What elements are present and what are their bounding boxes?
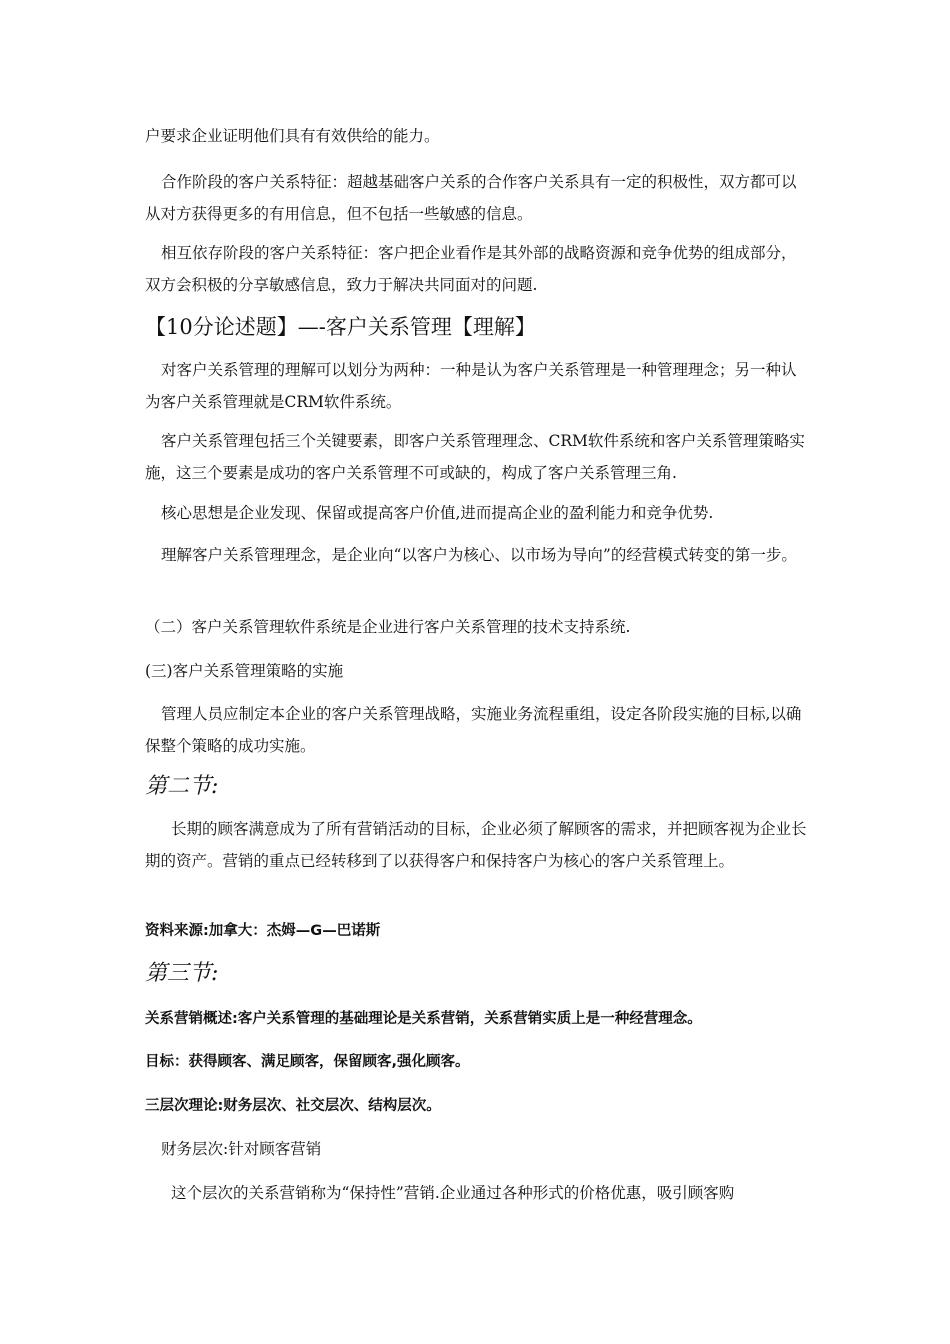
- paragraph: 管理人员应制定本企业的客户关系管理战略，实施业务流程重组，设定各阶段实施的目标,以确保整个策略的成功实施。: [145, 705, 802, 755]
- bold-paragraph: 关系营销概述:客户关系管理的基础理论是关系营销，关系营销实质上是一种经营理念。: [145, 1011, 702, 1027]
- bold-paragraph: 目标：获得顾客、满足顾客，保留顾客,强化顾客。: [145, 1054, 470, 1070]
- paragraph: 合作阶段的客户关系特征：超越基础客户关系的合作客户关系具有一定的积极性，双方都可以从对方获得更多的有用信息，但不包括一些敏感的信息。: [145, 173, 797, 223]
- source-note: 资料来源:加拿大：杰姆—G—巴诺斯: [145, 923, 381, 939]
- section-heading: 第二节:: [145, 774, 219, 799]
- paragraph: 这个层次的关系营销称为“保持性”营销.企业通过各种形式的价格优惠，吸引顾客购: [171, 1184, 735, 1202]
- paragraph: （二）客户关系管理软件系统是企业进行客户关系管理的技术支持系统.: [145, 618, 631, 636]
- paragraph: 财务层次:针对顾客营销: [161, 1140, 322, 1158]
- paragraph: 对客户关系管理的理解可以划分为两种：一种是认为客户关系管理是一种管理理念；另一种认为客户关系管理就是CRM软件系统。: [145, 361, 797, 411]
- heading: 【10分论述题】—-客户关系管理【理解】: [145, 315, 536, 339]
- paragraph: 客户关系管理包括三个关键要素，即客户关系管理理念、CRM软件系统和客户关系管理策略实施，这三个要素是成功的客户关系管理不可或缺的，构成了客户关系管理三角.: [145, 432, 805, 482]
- paragraph: 核心思想是企业发现、保留或提高客户价值,进而提高企业的盈利能力和竞争优势.: [161, 504, 714, 522]
- paragraph: 长期的顾客满意成为了所有营销活动的目标，企业必须了解顾客的需求，并把顾客视为企业长期的资产。营销的重点已经转移到了以获得客户和保持客户为核心的客户关系管理上。: [145, 820, 807, 870]
- paragraph: 相互依存阶段的客户关系特征：客户把企业看作是其外部的战略资源和竞争优势的组成部分，双方会积极的分享敏感信息，致力于解决共同面对的问题.: [145, 244, 797, 294]
- paragraph: 理解客户关系管理理念，是企业向“以客户为核心、以市场为导向”的经营模式转变的第一步。: [161, 546, 797, 564]
- paragraph: 户要求企业证明他们具有有效供给的能力。: [145, 127, 440, 145]
- paragraph: (三)客户关系管理策略的实施: [145, 662, 344, 680]
- bold-paragraph: 三层次理论:财务层次、社交层次、结构层次。: [145, 1098, 441, 1114]
- section-heading: 第三节:: [145, 961, 219, 986]
